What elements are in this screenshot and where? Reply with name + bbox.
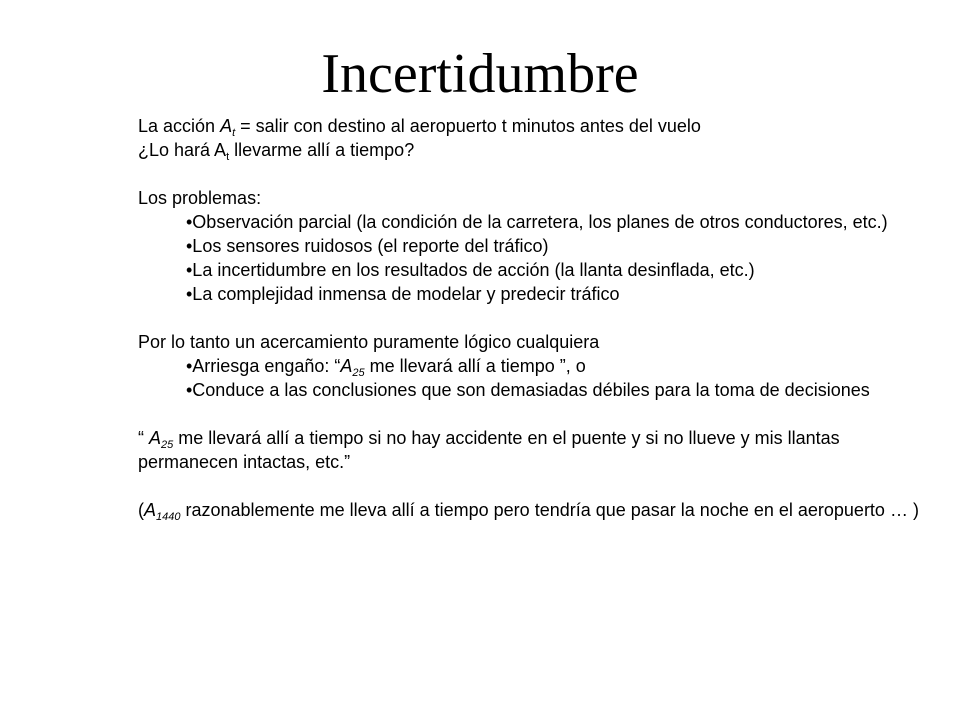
definition-sub: t bbox=[232, 127, 236, 139]
problems-heading: Los problemas: bbox=[138, 188, 262, 208]
definition-line bbox=[138, 114, 928, 138]
question-suffix: llevarme allí a tiempo? bbox=[229, 140, 415, 160]
quote-suffix: me llevará allí a tiempo si no hay accidente en el puente y si no llueve y mis llantas permanecen intactas, etc.” bbox=[138, 428, 840, 472]
quote-var: A bbox=[149, 428, 162, 448]
definition-prefix: La acción bbox=[138, 116, 221, 136]
slide-body bbox=[138, 114, 928, 522]
problem-item: •La complejidad inmensa de modelar y predecir tráfico bbox=[186, 284, 620, 304]
therefore-item bbox=[138, 354, 928, 378]
note-sub: 1440 bbox=[156, 511, 181, 523]
therefore-item1-sub: 25 bbox=[352, 367, 365, 379]
definition-var: A bbox=[220, 116, 233, 136]
definition-suffix: = salir con destino al aeropuerto t minutos antes del vuelo bbox=[235, 116, 701, 136]
therefore-item1-prefix: •Arriesga engaño: “ bbox=[186, 356, 341, 376]
question-line bbox=[138, 138, 928, 162]
problem-item: •Observación parcial (la condición de la carretera, los planes de otros conductores, etc.) bbox=[186, 212, 888, 232]
question-sub: t bbox=[226, 151, 230, 163]
therefore-item1-var: A bbox=[340, 356, 353, 376]
note-suffix: razonablemente me lleva allí a tiempo pero tendría que pasar la noche en el aeropuerto … ) bbox=[180, 500, 919, 520]
therefore-item1-suffix: me llevará allí a tiempo ”, o bbox=[364, 356, 586, 376]
therefore-item: •Conduce a las conclusiones que son demasiadas débiles para la toma de decisiones bbox=[186, 380, 870, 400]
problem-item: •Los sensores ruidosos (el reporte del tráfico) bbox=[186, 236, 549, 256]
note-var: A bbox=[144, 500, 157, 520]
quote-prefix: “ bbox=[138, 428, 149, 448]
question-prefix: ¿Lo hará A bbox=[138, 140, 227, 160]
quote-paragraph bbox=[138, 426, 928, 474]
quote-sub: 25 bbox=[161, 439, 174, 451]
note-paragraph bbox=[138, 498, 928, 522]
problem-item: •La incertidumbre en los resultados de acción (la llanta desinflada, etc.) bbox=[186, 260, 755, 280]
slide-title: Incertidumbre bbox=[321, 43, 639, 105]
therefore-heading: Por lo tanto un acercamiento puramente lógico cualquiera bbox=[138, 332, 600, 352]
note-prefix: ( bbox=[138, 500, 144, 520]
